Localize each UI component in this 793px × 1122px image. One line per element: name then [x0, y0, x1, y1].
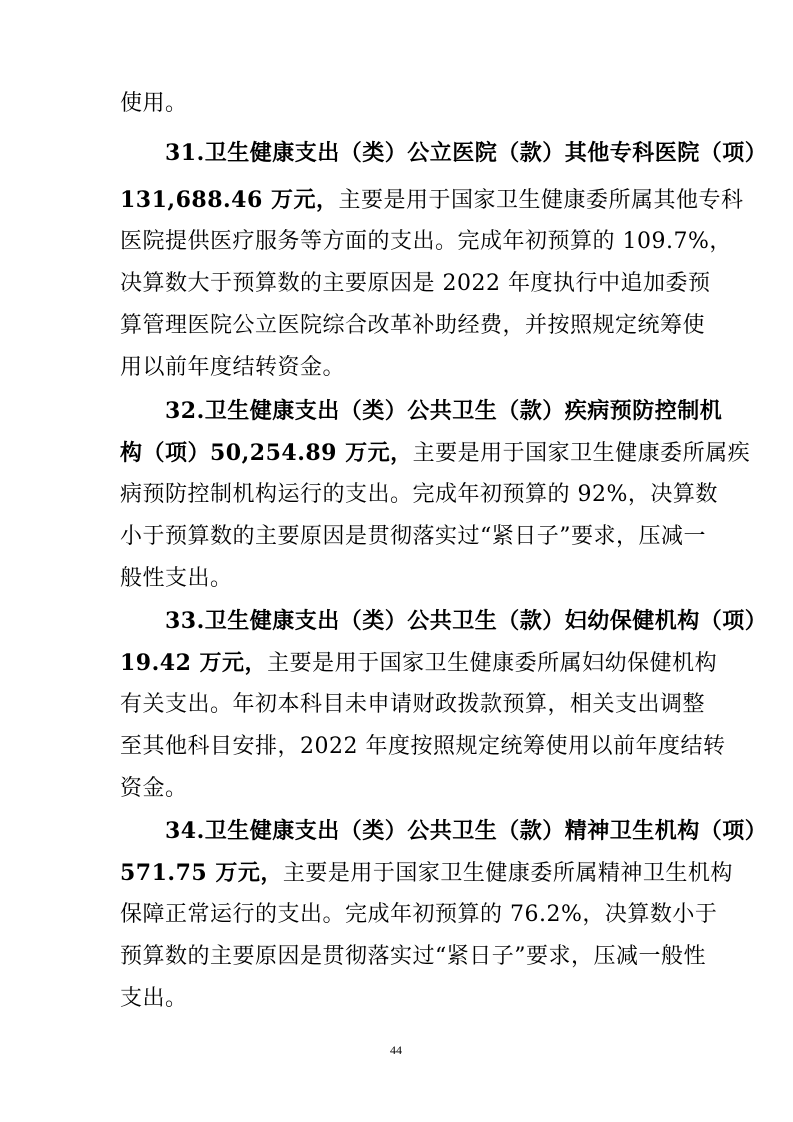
- text-line: [120, 767, 680, 811]
- text-segment: 主要是用于国家卫生健康委所属其他专科: [338, 188, 744, 213]
- text-line: [165, 809, 768, 853]
- text-line: [120, 515, 706, 559]
- text-line: [165, 131, 768, 175]
- text-line: [120, 346, 680, 390]
- text-segment: 支出。: [120, 986, 188, 1011]
- text-segment: 保障正常运行的支出。完成年初预算的 76.2%，决算数小于: [120, 902, 718, 927]
- bold-text-segment: 19.42 万元，: [120, 650, 268, 676]
- text-line: [120, 220, 732, 264]
- text-segment: 小于预算数的主要原因是贯彻落实过“紧日子”要求，压减一: [120, 524, 706, 549]
- text-segment: 主要是用于国家卫生健康委所属精神卫生机构: [282, 861, 733, 886]
- bold-text-segment: 571.75 万元，: [120, 860, 283, 886]
- text-segment: 算管理医院公立医院综合改革补助经费，并按照规定统筹使: [120, 313, 706, 338]
- text-line: [120, 851, 733, 895]
- bold-text-segment: 构（项）50,254.89 万元，: [120, 440, 413, 466]
- bold-text-segment: 32.卫生健康支出（类）公共卫生（款）疾病预防控制机: [165, 398, 723, 424]
- text-line: [120, 304, 706, 348]
- page-number: 44: [390, 1043, 402, 1057]
- text-line: [120, 977, 680, 1021]
- text-line: [120, 641, 718, 685]
- bold-text-segment: 31.卫生健康支出（类）公立医院（款）其他专科医院（项）: [165, 140, 768, 166]
- text-line: [165, 599, 768, 643]
- text-line: [165, 389, 723, 433]
- text-segment: 病预防控制机构运行的支出。完成年初预算的 92%，决算数: [120, 482, 718, 507]
- text-segment: 资金。: [120, 776, 188, 801]
- text-segment: 用以前年度结转资金。: [120, 355, 346, 380]
- bold-text-segment: 33.卫生健康支出（类）公共卫生（款）妇幼保健机构（项）: [165, 608, 768, 634]
- text-line: [120, 725, 726, 769]
- text-line: [120, 262, 711, 306]
- bold-text-segment: 34.卫生健康支出（类）公共卫生（款）精神卫生机构（项）: [165, 818, 768, 844]
- bold-text-segment: 131,688.46 万元，: [120, 187, 339, 213]
- text-line: [120, 473, 718, 517]
- text-segment: 主要是用于国家卫生健康委所属疾: [412, 441, 751, 466]
- text-segment: 有关支出。年初本科目未申请财政拨款预算，相关支出调整: [120, 692, 706, 717]
- text-segment: 决算数大于预算数的主要原因是 2022 年度执行中追加委预: [120, 271, 711, 296]
- text-line: [120, 557, 680, 601]
- text-line: [120, 431, 751, 475]
- text-line: [120, 893, 718, 937]
- text-segment: 预算数的主要原因是贯彻落实过“紧日子”要求，压减一般性: [120, 944, 706, 969]
- text-line: [120, 935, 706, 979]
- text-segment: 般性支出。: [120, 566, 233, 591]
- text-segment: 医院提供医疗服务等方面的支出。完成年初预算的 109.7%，: [120, 229, 732, 254]
- text-line: [120, 82, 680, 126]
- text-line: [120, 683, 706, 727]
- text-segment: 使用。: [120, 91, 188, 116]
- text-line: [120, 178, 744, 222]
- text-segment: 主要是用于国家卫生健康委所属妇幼保健机构: [267, 651, 718, 676]
- text-segment: 至其他科目安排，2022 年度按照规定统筹使用以前年度结转: [120, 734, 726, 759]
